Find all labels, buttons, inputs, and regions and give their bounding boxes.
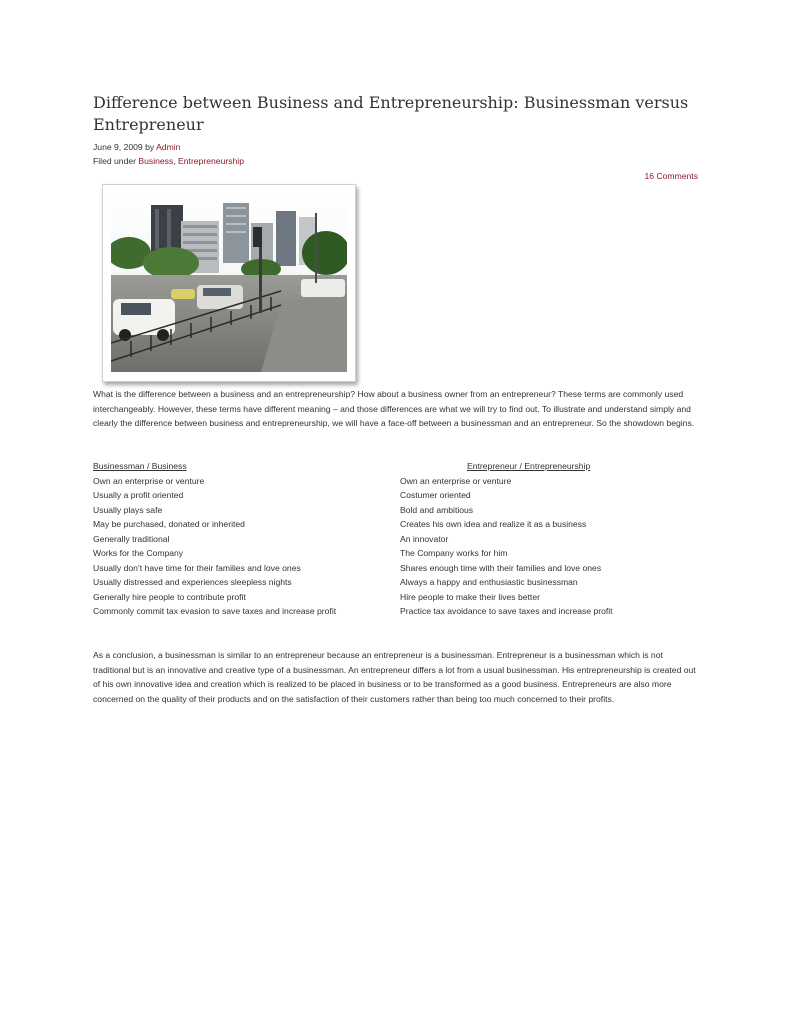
- comparison-row: [93, 488, 698, 503]
- post-date: June 9, 2009 by: [93, 142, 157, 152]
- comparison-row: [93, 575, 698, 590]
- business-trait: Commonly commit tax evasion to save taxes and increase profit: [93, 606, 337, 616]
- entrepreneur-trait: Shares enough time with their families and love ones: [400, 562, 602, 573]
- business-trait: Works for the Company: [93, 548, 184, 558]
- entrepreneur-trait: Bold and ambitious: [400, 504, 474, 515]
- header-entrepreneur: Entrepreneur / Entrepreneurship: [467, 461, 591, 471]
- business-trait: Usually distressed and experiences sleepless nights: [93, 577, 292, 587]
- comparison-row: [93, 561, 698, 576]
- filed-under-line: [93, 156, 244, 166]
- entrepreneur-trait: Practice tax avoidance to save taxes and increase profit: [400, 606, 613, 616]
- comparison-row: [93, 532, 698, 547]
- comparison-row: [93, 546, 698, 561]
- entrepreneur-trait: Always a happy and enthusiastic businessman: [400, 577, 578, 587]
- comparison-row: [93, 474, 698, 489]
- comparison-row: [93, 590, 698, 605]
- category-separator: ,: [173, 156, 179, 166]
- city-street-photo: [111, 193, 347, 372]
- article-photo-frame: [102, 184, 356, 382]
- post-date-line: [93, 142, 180, 152]
- business-trait: Generally hire people to contribute profit: [93, 591, 246, 602]
- comparison-table: [93, 459, 698, 619]
- business-trait: Usually a profit oriented: [93, 490, 184, 500]
- intro-paragraph: What is the difference between a business and an entrepreneurship? How about a business owner from an entrepreneur? These terms are commonly used interchangeably. However, these terms have different meaning – and those differences are what we will try to find out. To illustrate and understand simply and clearly the difference between business and entrepreneurship, we will have a face-off between a businessman and an entrepreneur. So the showdown begins.: [93, 389, 695, 429]
- entrepreneur-trait: Creates his own idea and realize it as a business: [400, 519, 587, 529]
- business-trait: Own an enterprise or venture: [93, 475, 205, 486]
- comparison-row: [93, 604, 698, 619]
- article-title: Difference between Business and Entrepreneurship: Businessman versus Entrepreneur: [93, 93, 689, 134]
- comparison-row: [93, 503, 698, 518]
- comparison-row: [93, 517, 698, 532]
- comparison-header: [93, 459, 698, 474]
- business-trait: May be purchased, donated or inherited: [93, 519, 245, 529]
- entrepreneur-trait: Hire people to make their lives better: [400, 591, 540, 602]
- business-trait: Generally traditional: [93, 533, 170, 544]
- entrepreneur-trait: The Company works for him: [400, 548, 508, 558]
- entrepreneur-trait: Own an enterprise or venture: [400, 475, 512, 486]
- header-businessman: Businessman / Business: [93, 461, 187, 471]
- entrepreneur-trait: Costumer oriented: [400, 490, 471, 500]
- author-link[interactable]: Admin: [156, 142, 181, 152]
- conclusion-paragraph: As a conclusion, a businessman is similar to an entrepreneur because an entrepreneur is a businessman. Entrepreneur is a businessman which is not traditional but is an innovative and creative type of a businessman. An entrepreneur differs a lot from a usual businessman. His entrepreneurship is created out of his own innovative idea and creation which is realized to be placed in business or to be transformed as a good business. Entrepreneurs are also more concerned on the quality of their products and on the satisfaction of their customers rather than being too much concerned to their profits.: [93, 650, 696, 704]
- comments-link[interactable]: 16 Comments: [644, 171, 698, 181]
- category-link-business[interactable]: Business: [138, 156, 174, 166]
- entrepreneur-trait: An innovator: [400, 533, 449, 544]
- business-trait: Usually don’t have time for their families and love ones: [93, 562, 301, 573]
- business-trait: Usually plays safe: [93, 504, 163, 515]
- category-link-entrepreneurship[interactable]: Entrepreneurship: [178, 156, 244, 166]
- filed-under-label: Filed under: [93, 156, 139, 166]
